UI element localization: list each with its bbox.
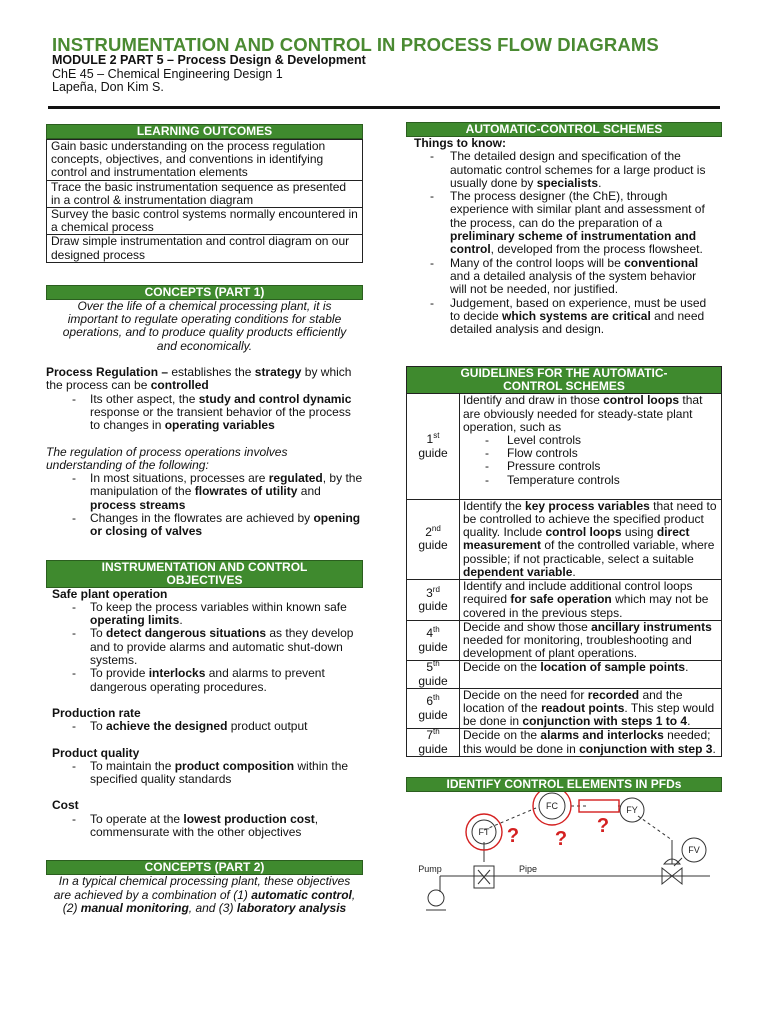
text: Identify the	[463, 498, 526, 513]
text: , developed from the process flowsheet.	[490, 242, 703, 257]
guide-number	[407, 620, 460, 661]
text: using	[621, 525, 657, 540]
concepts-intro: Over the life of a chemical processing plant, it is important to regulate operating conditions for stable operations, and to produce quality products efficiently and economically.	[62, 298, 347, 353]
guide-row	[407, 580, 722, 621]
term: interlocks	[148, 666, 206, 681]
text: which may not be covered in the previous steps.	[463, 592, 709, 620]
text: by which the process can be	[46, 365, 352, 393]
pump-body	[428, 890, 444, 906]
product-quality-list	[46, 760, 363, 787]
process-regulation-label: Process Regulation –	[46, 365, 169, 380]
guide-word: guide	[418, 538, 448, 553]
term: process streams	[90, 497, 186, 512]
guide-number	[407, 661, 460, 688]
list-item	[46, 601, 363, 628]
ordinal-suffix: nd	[431, 524, 441, 534]
automatic-control-heading: AUTOMATIC-CONTROL SCHEMES	[406, 122, 722, 137]
list-item	[46, 627, 363, 667]
text: and	[297, 484, 321, 499]
text: To	[90, 626, 107, 641]
text: of the controlled variable, where possible; if not practicable, select a suitable	[463, 538, 715, 566]
ordinal-suffix: st	[433, 431, 440, 441]
text: Many of the control loops will be	[450, 255, 625, 270]
guide-word: guide	[418, 639, 448, 654]
list-item	[46, 393, 363, 433]
text: In a typical chemical processing plant, these objectives are achieved by a combination of (1)	[53, 874, 351, 902]
text: , by the manipulation of the	[90, 471, 363, 499]
pfd-heading: IDENTIFY CONTROL ELEMENTS IN PFDs	[406, 777, 722, 792]
text: To provide	[90, 666, 149, 681]
guide-text	[460, 620, 722, 661]
term-strategy: strategy	[254, 365, 302, 380]
term: dependent variable	[463, 564, 573, 579]
guide-number	[407, 580, 460, 621]
guide-word: guide	[418, 707, 448, 722]
production-rate-label: Production rate	[52, 705, 141, 720]
term: preliminary scheme of instrumentation and control	[450, 229, 697, 257]
text: Its other aspect, the	[90, 391, 199, 406]
term: conjunction with steps 1 to 4	[522, 714, 688, 729]
text: Decide on the need for	[463, 687, 588, 702]
guide-text	[460, 580, 722, 621]
concepts-part2-heading: CONCEPTS (PART 2)	[46, 860, 363, 875]
guide-number	[407, 394, 460, 499]
ordinal-suffix: th	[433, 625, 440, 635]
outcome-item: Gain basic understanding on the process regulation concepts, objectives, and conventions in identifying control and instrumentation elements	[47, 140, 363, 181]
guide-text	[460, 394, 722, 499]
module-subtitle: MODULE 2 PART 5 – Process Design & Development	[52, 53, 366, 67]
term: direct measurement	[463, 525, 690, 553]
text: Judgement, based on experience, must be used to decide	[450, 295, 707, 323]
text: .	[572, 564, 576, 579]
list-item	[46, 512, 363, 539]
fv-link	[674, 858, 682, 866]
left-column	[46, 124, 363, 915]
guide-word: guide	[418, 598, 448, 613]
guide-word: guide	[418, 445, 448, 460]
guide-text	[460, 499, 722, 579]
objectives-heading: INSTRUMENTATION AND CONTROL OBJECTIVES	[46, 560, 363, 588]
guide-row	[407, 729, 722, 756]
text: To maintain the	[90, 758, 175, 773]
learning-outcomes-section	[46, 124, 363, 263]
regulation-intro: The regulation of process operations involves understanding of the following:	[46, 444, 288, 472]
regulation-list	[46, 472, 363, 538]
guidelines-table	[406, 366, 722, 756]
term: opening or closing of valves	[90, 510, 361, 539]
concepts-part1-section	[46, 285, 363, 539]
text: product output	[227, 719, 308, 734]
text: establishes the	[168, 365, 255, 380]
term: recorded	[587, 687, 640, 702]
fv-label: FV	[688, 844, 700, 855]
guide-number	[407, 499, 460, 579]
text: Decide and show those	[463, 619, 592, 634]
term: readout points	[541, 700, 625, 715]
text: , commensurate with the other objectives	[90, 811, 319, 840]
text: response or the transient behavior of the process to changes in	[90, 404, 351, 433]
term: control loops	[545, 525, 622, 540]
text: Decide on the	[463, 660, 541, 675]
outcome-item: Draw simple instrumentation and control diagram on our designed process	[47, 235, 363, 262]
guide-row	[407, 394, 722, 499]
list-item: - Pressure controls	[463, 460, 718, 473]
guide-text	[460, 729, 722, 756]
guidelines-section	[406, 366, 722, 756]
pump-label: Pump	[418, 863, 442, 874]
list-item	[406, 190, 710, 256]
term-controlled: controlled	[150, 378, 209, 393]
header-divider	[48, 106, 720, 109]
outcome-item: Trace the basic instrumentation sequence as presented in a control & instrumentation diagram	[47, 180, 363, 207]
process-regulation-list	[46, 393, 363, 433]
text: needed; this would be done in	[463, 728, 711, 756]
text: .	[687, 714, 691, 729]
list-item	[46, 720, 363, 733]
control-types-list	[463, 434, 718, 487]
outcome-item: Survey the basic control systems normally encountered in a chemical process	[47, 208, 363, 235]
text: that need to be controlled to achieve the specified product quality. Include	[463, 498, 717, 540]
text: and alarms to prevent dangerous operating procedures.	[90, 666, 325, 694]
guide-text	[460, 661, 722, 688]
text: needed for monitoring, troubleshooting and development of plant operations.	[463, 632, 692, 661]
term: laboratory analysis	[236, 900, 347, 915]
text: .	[712, 741, 716, 756]
guide-text	[460, 688, 722, 729]
term: conventional	[624, 255, 699, 270]
term: conjunction with step 3	[579, 741, 713, 756]
text: .	[598, 175, 602, 190]
author-line: Lapeña, Don Kim S.	[52, 80, 164, 94]
ordinal-suffix: th	[433, 727, 440, 737]
guide-number	[407, 688, 460, 729]
list-item	[46, 667, 363, 694]
question-mark: ?	[596, 814, 610, 837]
guide-row	[407, 661, 722, 688]
ordinal-suffix: th	[433, 693, 440, 703]
text: and need detailed analysis and design.	[450, 308, 705, 337]
text: within the specified quality standards	[90, 758, 349, 787]
guide-row	[407, 499, 722, 579]
safe-operation-label: Safe plant operation	[52, 586, 168, 601]
cost-label: Cost	[52, 798, 79, 813]
text: The process designer (the ChE), through experience with similar plant and assessment of the process, can do the preparation of a	[450, 189, 705, 230]
list-item: - Temperature controls	[463, 474, 718, 487]
text: In most situations, processes are	[90, 471, 269, 486]
pfd-diagram	[406, 792, 722, 922]
ordinal: 6	[426, 694, 433, 709]
ordinal: 7	[426, 728, 433, 743]
term: study and control dynamic	[198, 391, 352, 406]
cost-list	[46, 813, 363, 840]
production-rate-list	[46, 720, 363, 733]
term: ancillary instruments	[591, 619, 712, 634]
safe-operation-list	[46, 601, 363, 694]
ordinal-suffix: th	[433, 659, 440, 669]
text: and the location of the	[463, 687, 683, 715]
text: Changes in the flowrates are achieved by	[90, 510, 314, 525]
concepts-part1-heading: CONCEPTS (PART 1)	[46, 285, 363, 300]
term: which systems are critical	[502, 308, 651, 323]
things-to-know-list	[406, 150, 710, 336]
term: automatic control	[251, 887, 352, 902]
text: that are obviously needed for steady-state plant operation, such as	[463, 393, 703, 434]
guide-row	[407, 620, 722, 661]
guidelines-heading: GUIDELINES FOR THE AUTOMATIC-CONTROL SCHEMES	[407, 367, 721, 393]
term: operating limits	[90, 613, 180, 628]
learning-outcomes-heading: LEARNING OUTCOMES	[46, 124, 363, 139]
text: . This step would be done in	[463, 700, 715, 729]
guide-word: guide	[418, 741, 448, 756]
guidelines-header-cell	[407, 367, 722, 394]
term: product composition	[174, 758, 295, 773]
course-line: ChE 45 – Chemical Engineering Design 1	[52, 67, 283, 81]
text: , (2)	[62, 887, 356, 915]
term: achieve the designed	[106, 719, 228, 734]
term: location of sample points	[540, 660, 686, 675]
pipe-label: Pipe	[518, 863, 538, 874]
fy-label: FY	[626, 804, 638, 815]
term: alarms and interlocks	[540, 728, 664, 743]
question-mark: ?	[554, 827, 568, 850]
text: Identify and draw in those	[463, 393, 604, 408]
signal-line	[638, 816, 672, 840]
guide-word: guide	[418, 673, 448, 688]
fc-label: FC	[546, 800, 558, 811]
list-item: - Level controls	[463, 434, 718, 447]
ordinal: 5	[426, 660, 433, 675]
text: .	[179, 613, 183, 628]
text: , and (3)	[188, 900, 237, 915]
term: flowrates of utility	[194, 484, 298, 499]
text: Decide on the	[463, 728, 541, 743]
text: To keep the process variables within known safe	[90, 599, 347, 614]
list-item	[46, 813, 363, 840]
list-item: - Flow controls	[463, 447, 718, 460]
term: detect dangerous situations	[106, 626, 267, 641]
flow-element-mark	[478, 870, 490, 884]
concepts-part2-section	[46, 860, 363, 915]
term: control loops	[603, 393, 680, 408]
list-item	[406, 257, 710, 297]
process-regulation-paragraph	[46, 366, 363, 393]
term: specialists	[536, 175, 599, 190]
concepts-part2-text	[46, 875, 363, 915]
term: lowest production cost	[183, 811, 315, 826]
term: operating variables	[164, 418, 275, 433]
text: Identify and include additional control loops required	[463, 579, 693, 607]
text: as they develop and to provide alarms and automatic shut-down systems.	[90, 626, 354, 668]
term: regulated	[268, 471, 323, 486]
ordinal: 3	[426, 585, 433, 600]
guide-number	[407, 729, 460, 756]
list-item	[406, 150, 710, 190]
guide-row	[407, 688, 722, 729]
text: .	[685, 660, 689, 675]
list-item	[46, 760, 363, 787]
text: To operate at the	[90, 811, 184, 826]
automatic-control-section	[406, 122, 722, 336]
objectives-section	[46, 560, 363, 840]
product-quality-label: Product quality	[52, 745, 140, 760]
text: and a detailed analysis of the system behavior will not be needed, nor justified.	[450, 268, 697, 297]
things-to-know-label: Things to know:	[414, 136, 506, 150]
ordinal: 4	[426, 626, 433, 641]
question-mark: ?	[506, 824, 520, 847]
term: for safe operation	[510, 592, 612, 607]
ordinal: 2	[425, 525, 432, 540]
document-title: INSTRUMENTATION AND CONTROL IN PROCESS FLOW DIAGRAMS	[52, 34, 659, 55]
list-item	[406, 297, 710, 337]
ordinal: 1	[426, 432, 434, 447]
list-item	[46, 472, 363, 512]
ft-label: FT	[478, 826, 490, 837]
text: The detailed design and specification of the automatic control schemes for a large product is usually done by	[450, 149, 706, 190]
right-column	[406, 122, 722, 922]
term: manual monitoring	[80, 900, 189, 915]
term: key process variables	[525, 498, 650, 513]
ordinal-suffix: rd	[432, 584, 440, 594]
text: To	[90, 719, 107, 734]
pfd-section	[406, 777, 722, 922]
learning-outcomes-table	[46, 139, 363, 263]
